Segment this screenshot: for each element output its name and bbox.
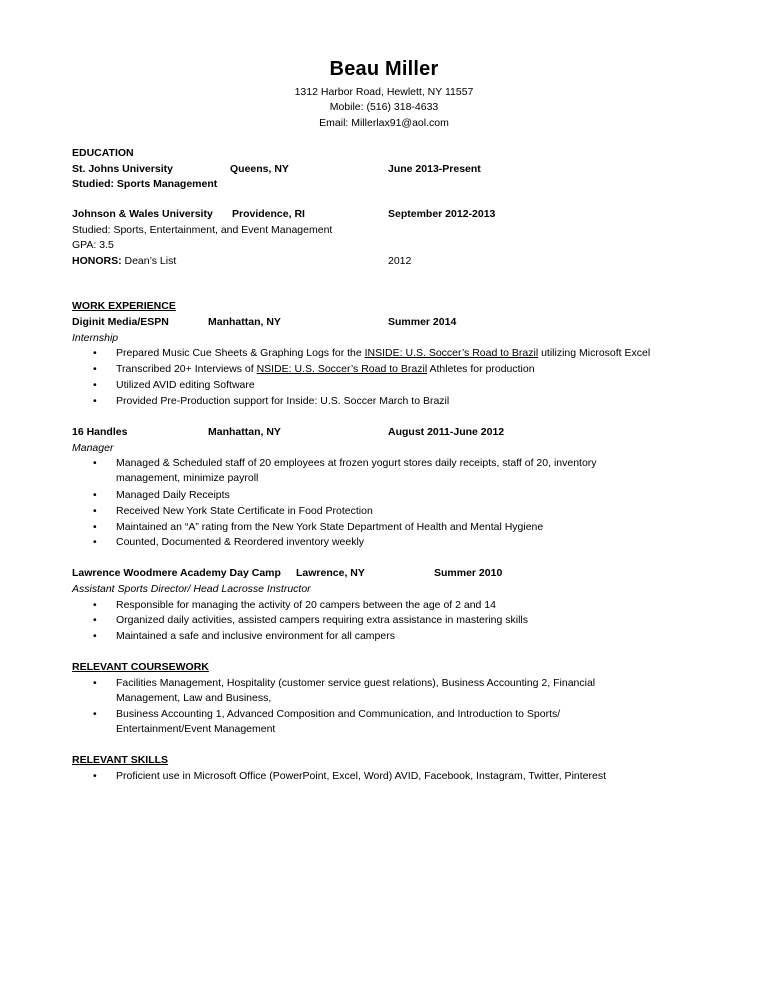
job2-bullet1-line1: Managed & Scheduled staff of 20 employees at frozen yogurt stores daily receipts, staff of 20, inventory [116,457,597,469]
school2-name: Johnson & Wales University [72,208,213,220]
job3-dates: Summer 2010 [434,567,503,579]
bullet-icon: • [93,347,97,359]
coursework-heading: RELEVANT COURSEWORK [72,661,209,673]
job2-bullet4: Maintained an “A” rating from the New York State Department of Health and Mental Hygiene [116,521,544,533]
job2-dates: August 2011-June 2012 [388,426,505,438]
bullet-icon: • [93,521,97,533]
coursework-bullet1-line2: Management, Law and Business, [116,692,272,704]
school2-gpa: GPA: 3.5 [72,239,114,251]
school1-location: Queens, NY [230,163,289,175]
school2-dates: September 2012-2013 [388,208,496,220]
job1-b2-title: NSIDE: U.S. Soccer’s Road to Brazil [256,363,428,375]
job3-location: Lawrence, NY [296,567,365,579]
bullet-icon: • [93,457,97,469]
bullet-icon: • [93,770,97,782]
email: Email: Millerlax91@aol.com [319,117,449,129]
job1-b2-pre: Transcribed 20+ Interviews of [116,363,257,375]
job1-bullet1 [116,346,650,362]
school2-studied: Studied: Sports, Entertainment, and Event Management [72,224,333,236]
job2-role: Manager [72,442,114,454]
bullet-icon: • [93,489,97,501]
school2-location: Providence, RI [232,208,305,220]
bullet-icon: • [93,708,97,720]
job2-bullet1-line2: management, minimize payroll [116,472,259,484]
job3-company: Lawrence Woodmere Academy Day Camp [72,567,281,579]
bullet-icon: • [93,614,97,626]
honors-label: HONORS: [72,255,122,267]
honors-year: 2012 [388,255,412,267]
school2-honors [72,254,176,269]
job3-bullet3: Maintained a safe and inclusive environment for all campers [116,630,395,642]
bullet-icon: • [93,630,97,642]
bullet-icon: • [93,599,97,611]
job1-b1-pre: Prepared Music Cue Sheets & Graphing Logs for the [116,347,365,359]
address: 1312 Harbor Road, Hewlett, NY 11557 [294,86,474,98]
coursework-bullet2-line1: Business Accounting 1, Advanced Composition and Communication, and Introduction to Sports/ [116,708,561,720]
job1-dates: Summer 2014 [388,316,457,328]
school1-name: St. Johns University [72,163,173,175]
job3-bullet2: Organized daily activities, assisted campers requiring extra assistance in mastering skills [116,614,529,626]
job1-b1-title: INSIDE: U.S. Soccer’s Road to Brazil [364,347,539,359]
school1-dates: June 2013-Present [388,163,481,175]
job3-bullet1: Responsible for managing the activity of 20 campers between the age of 2 and 14 [116,599,496,611]
job1-company: Diginit Media/ESPN [72,316,169,328]
job1-role: Internship [72,332,119,344]
job1-location: Manhattan, NY [208,316,281,328]
job1-b1-post: utilizing Microsoft Excel [538,347,651,359]
skills-bullet1: Proficient use in Microsoft Office (PowerPoint, Excel, Word) AVID, Facebook, Instagram, Twitter, Pinterest [116,770,606,782]
job1-b2-post: Athletes for production [427,363,535,375]
bullet-icon: • [93,379,97,391]
job1-bullet3: Utilized AVID editing Software [116,379,255,391]
school1-studied: Studied: Sports Management [72,178,218,190]
coursework-bullet2-line2: Entertainment/Event Management [116,723,276,735]
mobile-phone: Mobile: (516) 318-4633 [329,101,439,113]
bullet-icon: • [93,677,97,689]
bullet-icon: • [93,395,97,407]
education-heading: EDUCATION [72,147,134,159]
work-heading: WORK EXPERIENCE [72,300,176,312]
job1-bullet2 [116,362,535,378]
job2-location: Manhattan, NY [208,426,281,438]
job1-bullet4: Provided Pre-Production support for Inside: U.S. Soccer March to Brazil [116,395,450,407]
coursework-bullet1-line1: Facilities Management, Hospitality (customer service guest relations), Business Accounting 2, Financial [116,677,596,689]
job2-bullet5: Counted, Documented & Reordered inventory weekly [116,536,365,548]
honors-value: Dean’s List [121,255,177,267]
job2-company: 16 Handles [72,426,128,438]
job2-bullet2: Managed Daily Receipts [116,489,230,501]
bullet-icon: • [93,536,97,548]
skills-heading: RELEVANT SKILLS [72,754,169,766]
resume-name: Beau Miller [329,58,439,80]
job2-bullet3: Received New York State Certificate in Food Protection [116,505,373,517]
bullet-icon: • [93,505,97,517]
bullet-icon: • [93,363,97,375]
job3-role: Assistant Sports Director/ Head Lacrosse Instructor [72,583,311,595]
